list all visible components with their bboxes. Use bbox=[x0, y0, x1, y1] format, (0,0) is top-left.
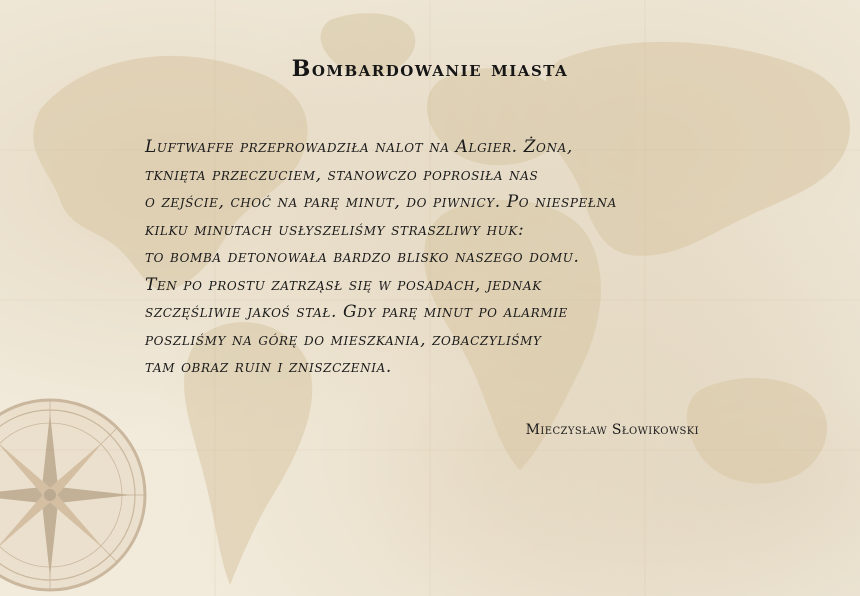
quote-line: kilku minutach usłyszeliśmy straszliwy huk: bbox=[145, 219, 525, 240]
author-attribution: Mieczysław Słowikowski bbox=[525, 422, 699, 438]
quote-line: poszliśmy na górę do mieszkania, zobaczyliśmy bbox=[145, 329, 542, 350]
quote-line: Ten po prostu zatrząsł się w posadach, jednak bbox=[145, 274, 542, 295]
quote-line: tknięta przeczuciem, stanowczo poprosiła nas bbox=[145, 164, 539, 185]
quote-line: szczęśliwie jakoś stał. Gdy parę minut po alarmie bbox=[145, 302, 568, 322]
quote-line: Luftwaffe przeprowadziła nalot na Algier. Żona, bbox=[145, 137, 573, 157]
quote-line: to bomba detonowała bardzo blisko naszego domu. bbox=[145, 247, 580, 267]
quote-line: o zejście, choć na parę minut, do piwnicy. Po niespełna bbox=[145, 192, 617, 212]
quote-line: tam obraz ruin i zniszczenia. bbox=[145, 357, 392, 377]
quote-block bbox=[145, 134, 765, 382]
page-title: Bombardowanie miasta bbox=[291, 56, 569, 82]
